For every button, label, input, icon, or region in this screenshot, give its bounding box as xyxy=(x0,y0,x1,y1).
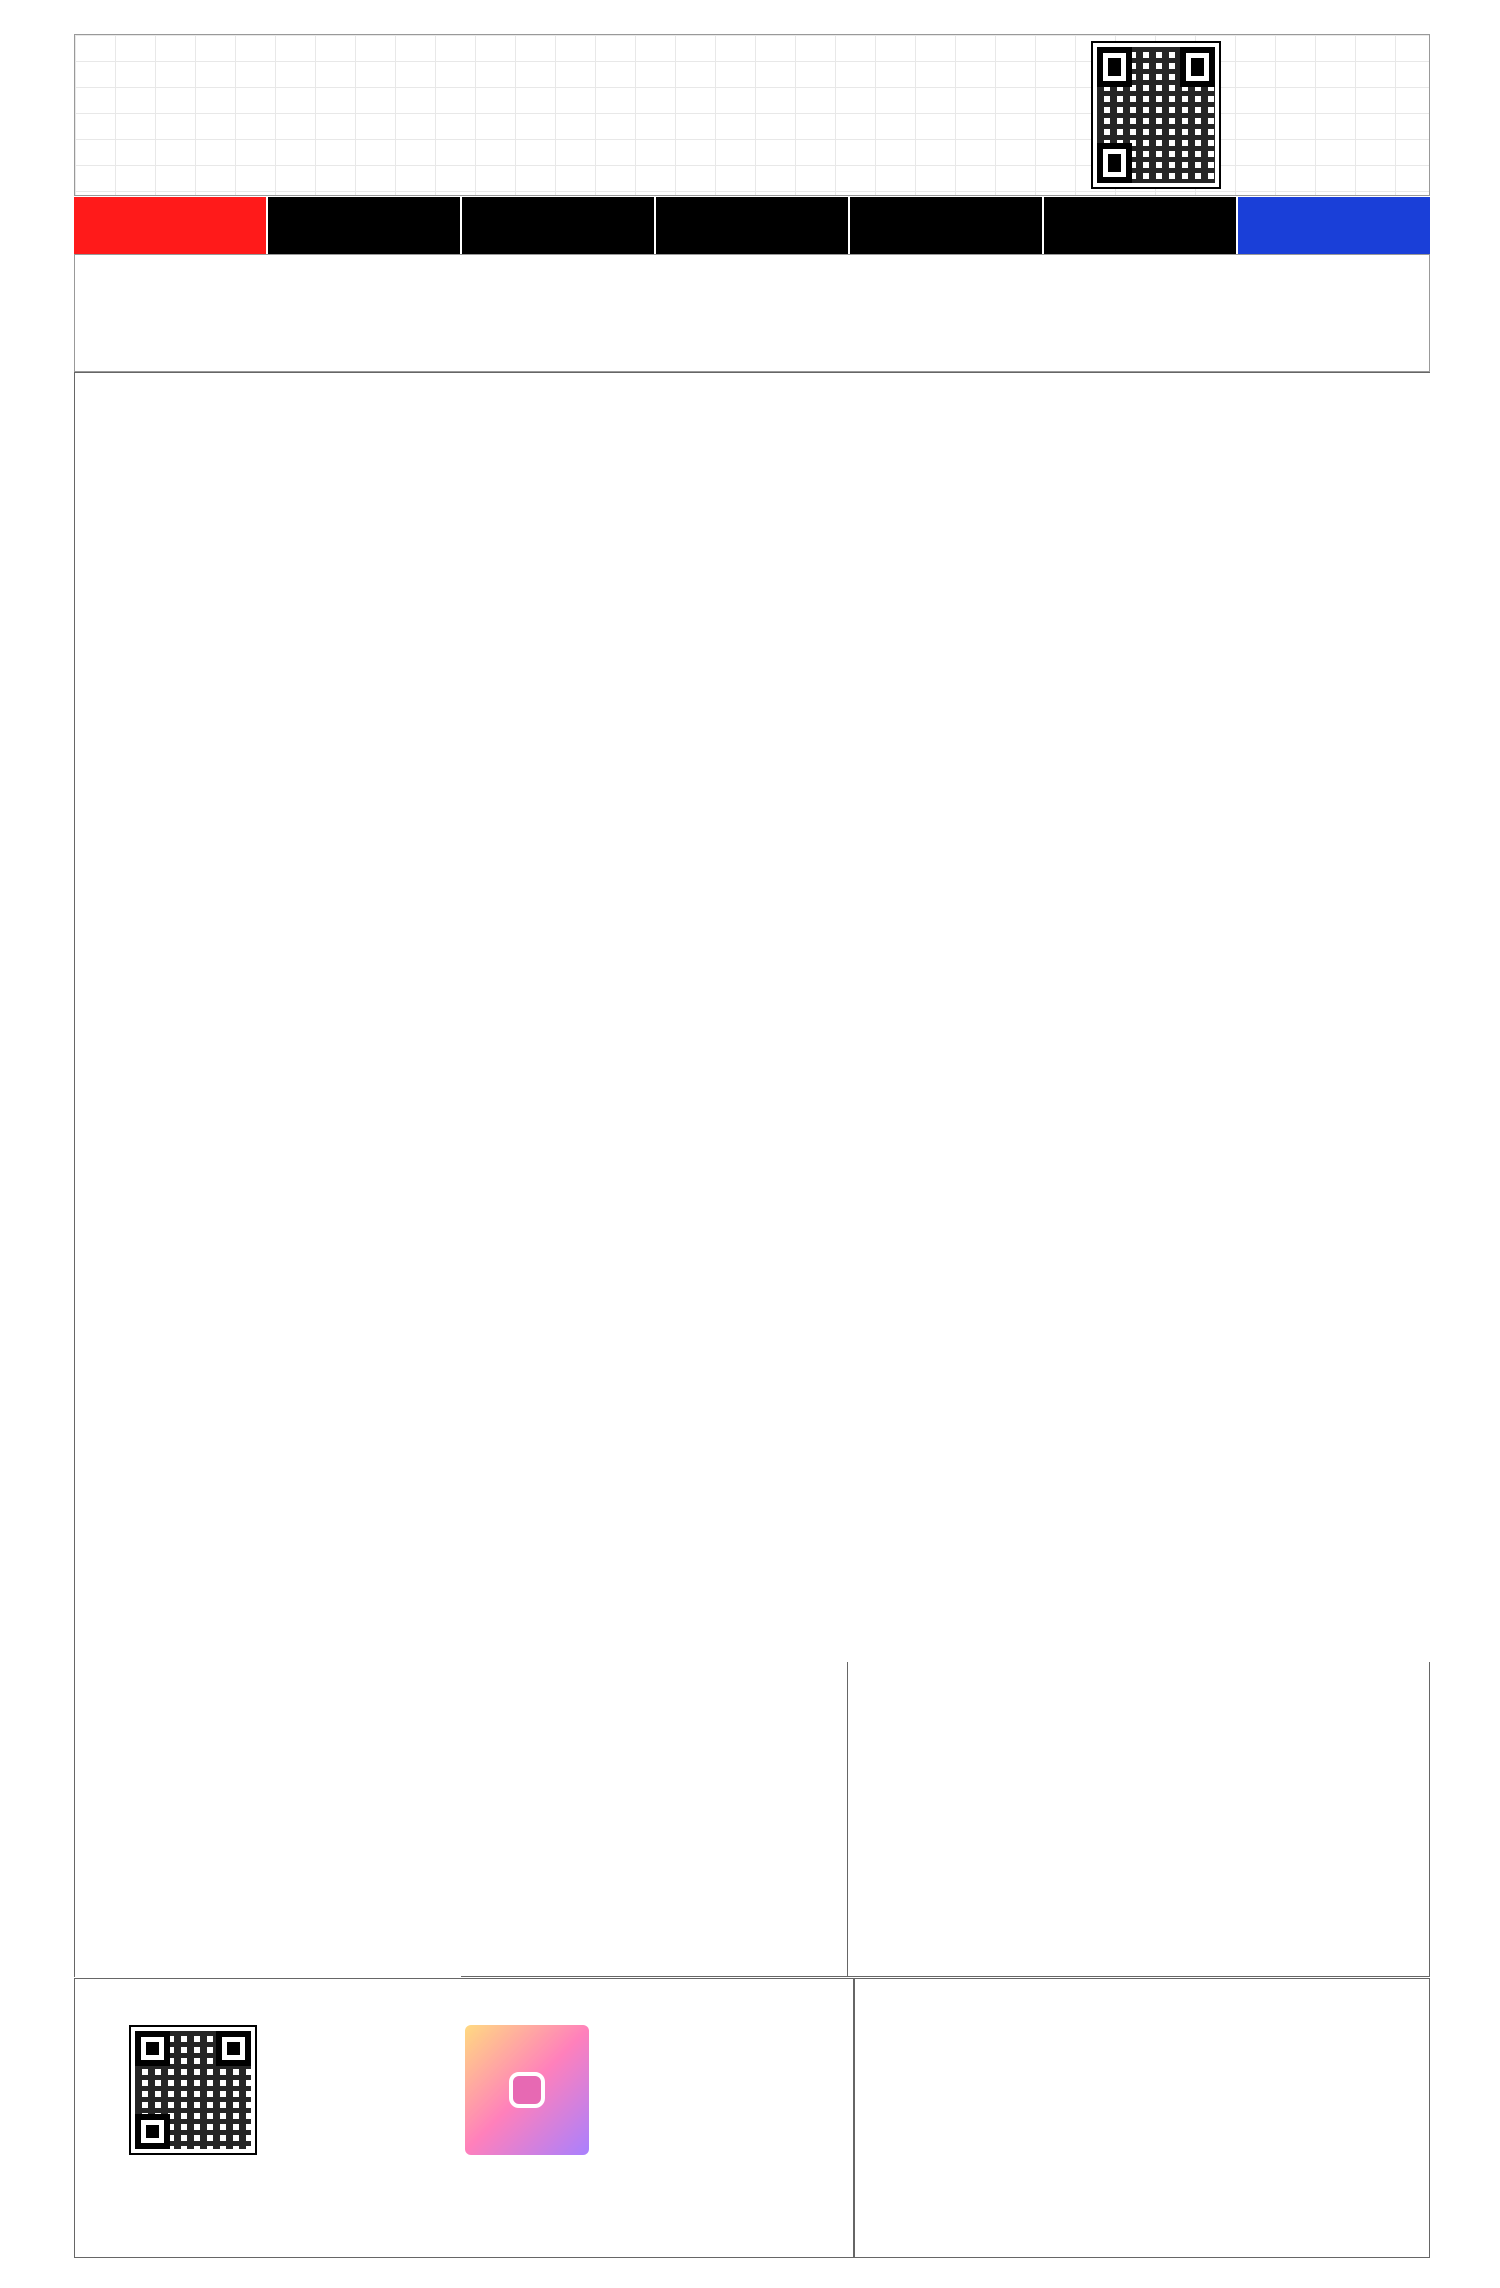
qr-code-icon[interactable] xyxy=(1091,41,1221,189)
weekday-sun xyxy=(74,197,268,254)
lane-status xyxy=(854,1978,1430,2258)
member-notice xyxy=(461,1662,848,1977)
weekday-mon xyxy=(268,197,462,254)
line-qr-icon[interactable] xyxy=(129,2025,257,2155)
weekday-sat xyxy=(1238,197,1430,254)
weekday-header xyxy=(74,197,1430,254)
weekday-wed xyxy=(656,197,850,254)
instagram-logo-icon xyxy=(509,2072,545,2108)
sns-section xyxy=(74,1978,854,2258)
instagram-qr-icon[interactable] xyxy=(465,2025,589,2155)
monthly-message xyxy=(74,254,1430,372)
weekday-thu xyxy=(850,197,1044,254)
header xyxy=(74,34,1430,196)
weekday-tue xyxy=(462,197,656,254)
calendar-page xyxy=(74,34,1430,2258)
junior-club-notice xyxy=(848,1662,1430,1977)
weekday-fri xyxy=(1044,197,1238,254)
